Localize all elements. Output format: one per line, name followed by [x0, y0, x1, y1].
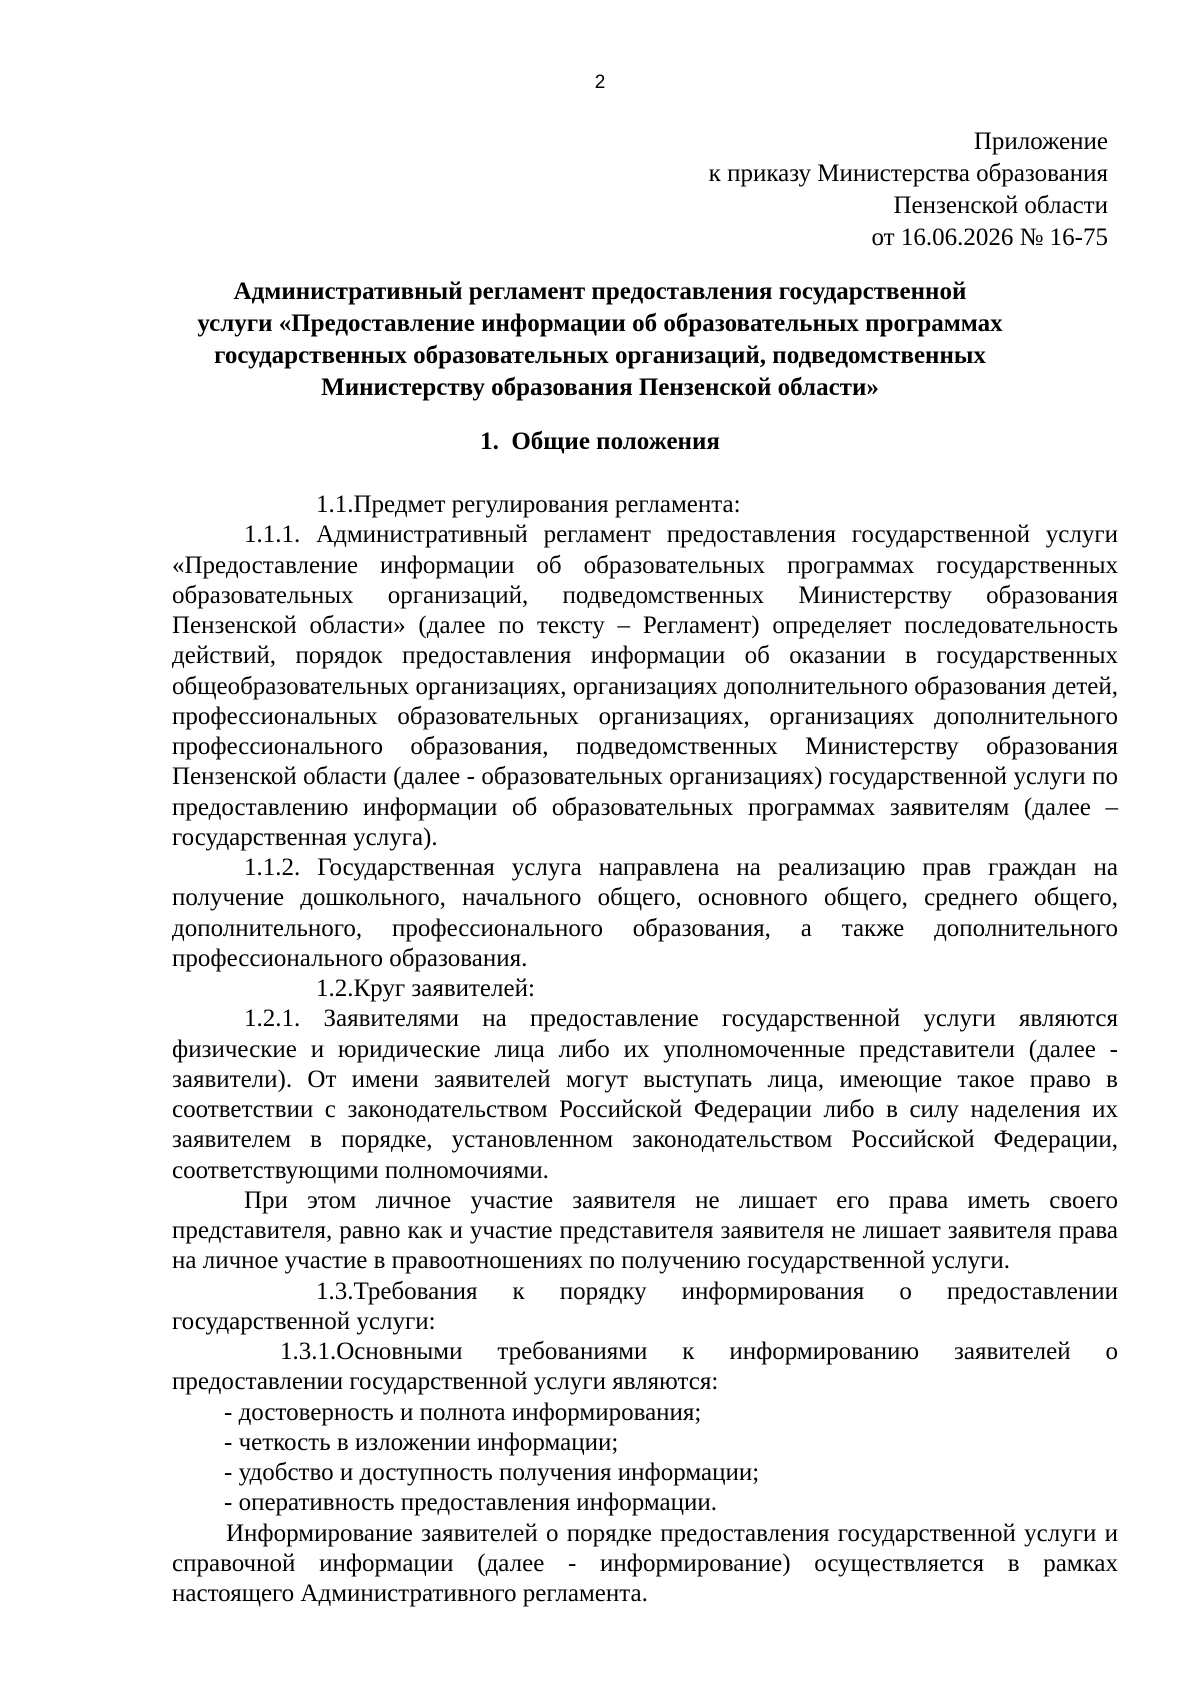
section-title: Общие положения: [511, 428, 720, 455]
paragraph-text: Круг заявителей:: [353, 975, 535, 1002]
requirement-item: - оперативность предоставления информации.: [224, 1489, 717, 1517]
document-body: [172, 490, 1118, 1609]
paragraph-1-2-1: 1.2.1. Заявителями на предоставление государственной услуги являются физические и юридические лица либо их уполномоченные представители (далее - заявители). От имени заявителей могут выступать лица, имеющие такое право в соответствии с законодательством Российской Федерации либо в силу наделения их заявителем в порядке, установленном законодательством Российской Федерации, соответствующими полномочиями.: [172, 1005, 1118, 1184]
paragraph-number: 1.1.: [316, 491, 354, 518]
paragraph-text: Основными требованиями к информированию заявителей о предоставлении государственной услуги являются:: [172, 1338, 1118, 1396]
paragraph-1-3-1: [172, 1337, 1118, 1398]
title-line: Министерству образования Пензенской области»: [321, 374, 879, 401]
section-heading: [0, 426, 1200, 458]
paragraph-1-3: [172, 1277, 1118, 1338]
approval-line: Пензенской области: [893, 192, 1108, 219]
paragraph-1-1-2: 1.1.2. Государственная услуга направлена на реализацию прав граждан на получение дошкольного, начального общего, основного общего, среднего общего, дополнительного, профессионального образования, а также дополнительного профессионального образования.: [172, 854, 1118, 972]
paragraph-text: Требования к порядку информирования о предоставлении государственной услуги:: [172, 1277, 1118, 1335]
approval-block: [709, 126, 1108, 254]
title-line: государственных образовательных организаций, подведомственных: [214, 342, 986, 369]
page-number: 2: [594, 72, 606, 93]
approval-line: Приложение: [973, 128, 1108, 155]
paragraph-text: Предмет регулирования регламента:: [353, 491, 741, 518]
paragraph-1-1: [172, 490, 1118, 520]
title-line: Административный регламент предоставления государственной: [233, 278, 967, 305]
paragraph-1-2: [172, 974, 1118, 1004]
paragraph-final: Информирование заявителей о порядке предоставления государственной услуги и справочной информации (далее - информирование) осуществляется в рамках настоящего Административного регламента.: [172, 1519, 1118, 1607]
title-line: услуги «Предоставление информации об образовательных программах: [197, 310, 1003, 337]
requirement-item: - четкость в изложении информации;: [224, 1428, 619, 1456]
requirement-item: - удобство и доступность получения информации;: [224, 1459, 760, 1486]
requirement-item: - достоверность и полнота информирования;: [224, 1398, 702, 1426]
paragraph-representative: При этом личное участие заявителя не лишает его права иметь своего представителя, равно как и участие представителя заявителя не лишает заявителя права на личное участие в правоотношениях по получению государственной услуги.: [172, 1186, 1118, 1275]
paragraph-number: 1.3.1.: [280, 1338, 337, 1365]
paragraph-1-1-1: 1.1.1. Административный регламент предоставления государственной услуги «Предоставление информации об образовательных программах государственных образовательных организаций, подведомственных Министерству образования Пензенской области» (далее по тексту – Регламент) определяет последовательность действий, порядок предоставления информации об оказании в государственных общеобразовательных организациях, организациях дополнительного образования детей, профессиональных образовательных организациях, организациях дополнительного профессионального образования, подведомственных Министерству образования Пензенской области (далее - образовательных организациях) государственной услуги по предоставлению информации об образовательных программах заявителям (далее – государственная услуга).: [172, 521, 1118, 851]
approval-date-line: от 16.06.2026 № 16-75: [871, 224, 1108, 251]
paragraph-number: 1.2.: [316, 975, 354, 1002]
paragraph-number: 1.3.: [316, 1277, 354, 1305]
section-number: 1.: [480, 428, 499, 455]
document-title: [120, 276, 1080, 404]
approval-line: к приказу Министерства образования: [708, 160, 1108, 187]
